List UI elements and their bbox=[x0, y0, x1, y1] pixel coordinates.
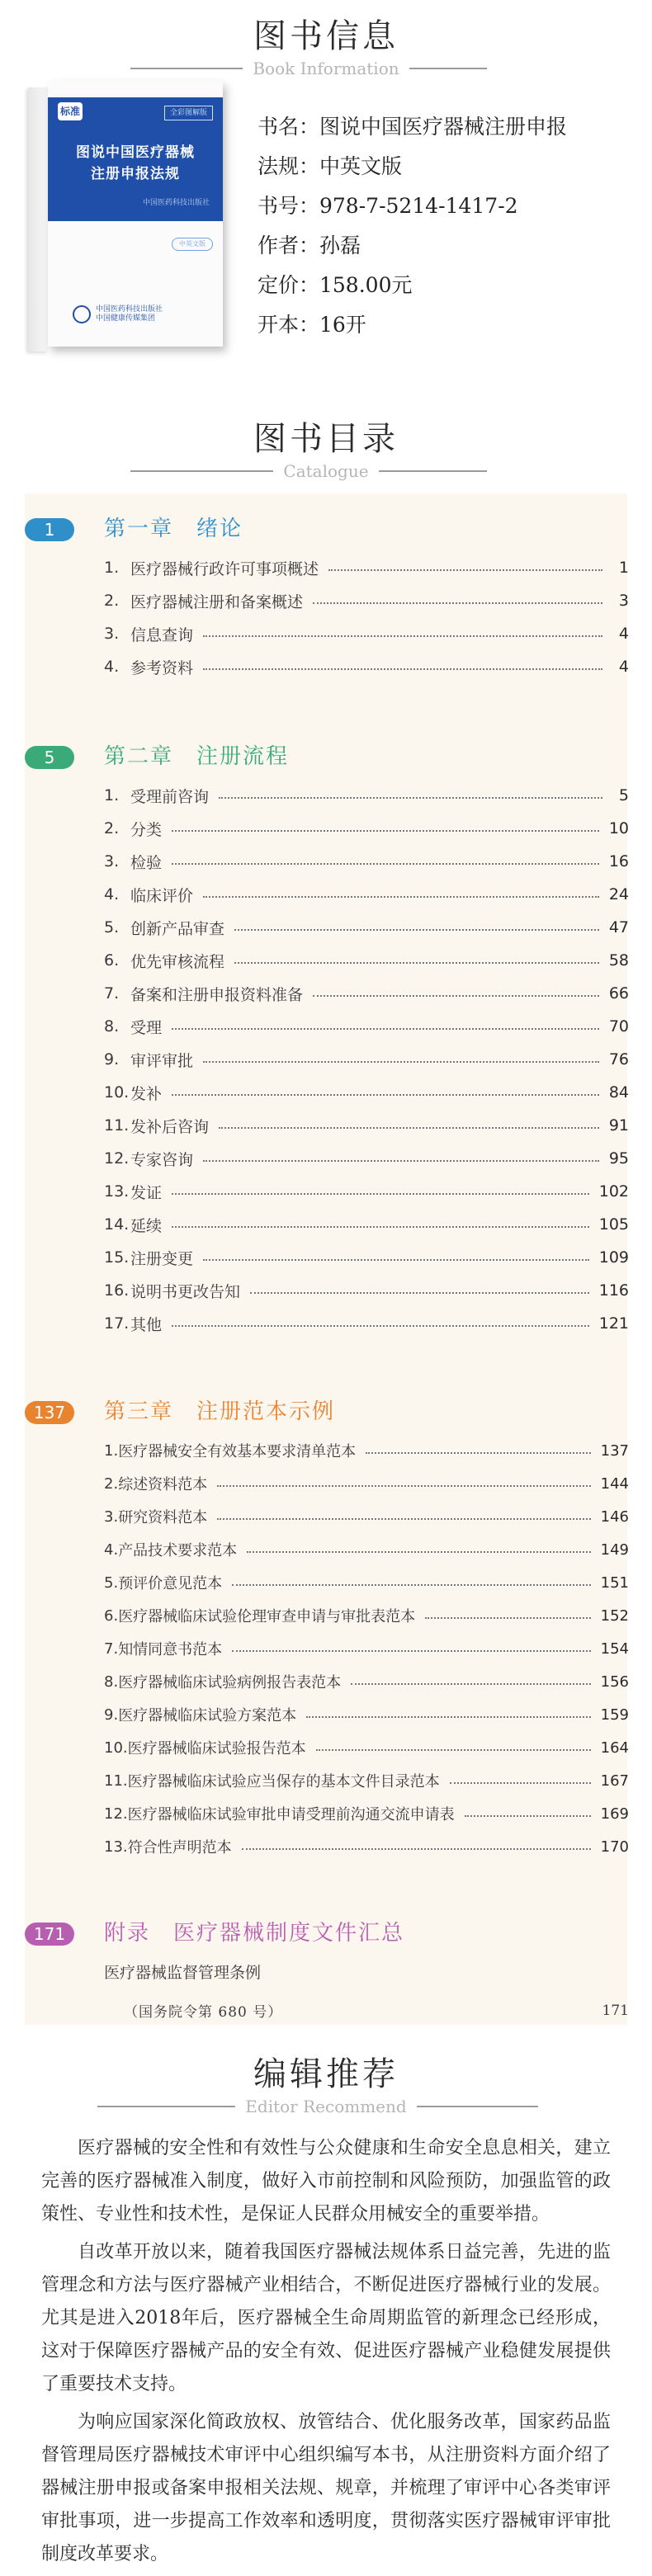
book-info-title: 书名：图说中国医疗器械注册申报 bbox=[257, 115, 568, 139]
toc-page: 10 bbox=[608, 819, 629, 837]
toc-page: 169 bbox=[600, 1805, 629, 1823]
toc-leader bbox=[172, 1094, 599, 1096]
toc-num: 12. bbox=[104, 1805, 128, 1823]
book-info-isbn: 书号：978-7-5214-1417-2 bbox=[257, 194, 518, 218]
toc-entry[interactable] bbox=[104, 617, 629, 650]
toc-text: 发补 bbox=[130, 1084, 163, 1103]
editor-paragraph: 医疗器械的安全性和有效性与公众健康和生命安全息息相关，建立完善的医疗器械准入制度，做好入市前控制和风险预防，加强监管的政策性、专业性和技术性，是保证人民群众用械安全的重要举措。 bbox=[41, 2138, 611, 2225]
toc-leader bbox=[242, 1848, 591, 1850]
toc-leader bbox=[366, 1452, 590, 1454]
toc-entry[interactable] bbox=[104, 911, 629, 944]
book-info-fields bbox=[257, 107, 567, 345]
cover-publisher-line2: 中国健康传媒集团 bbox=[96, 314, 156, 323]
toc-entry[interactable] bbox=[104, 1109, 629, 1142]
toc-leader bbox=[203, 1259, 589, 1261]
book-front bbox=[48, 81, 223, 347]
toc-leader bbox=[425, 1617, 590, 1619]
toc-page: 58 bbox=[608, 951, 629, 970]
toc-num: 6. bbox=[104, 951, 120, 970]
toc-num: 17. bbox=[104, 1314, 130, 1333]
toc-page: 84 bbox=[608, 1083, 629, 1102]
toc-num: 2. bbox=[104, 1474, 119, 1493]
toc-leader bbox=[313, 995, 599, 997]
toc-num: 10. bbox=[104, 1739, 128, 1757]
toc-num: 7. bbox=[104, 984, 120, 1003]
toc-leader bbox=[351, 1683, 590, 1685]
toc-page: 4 bbox=[618, 658, 629, 676]
toc-entry[interactable] bbox=[104, 1175, 629, 1208]
toc-num: 7. bbox=[104, 1639, 119, 1658]
toc-entry[interactable] bbox=[104, 779, 629, 812]
toc-entry[interactable] bbox=[104, 1500, 629, 1533]
toc-entry[interactable] bbox=[104, 878, 629, 911]
publisher-logo-icon bbox=[73, 305, 91, 323]
toc-text: 研究资料范本 bbox=[118, 1509, 208, 1526]
toc-num: 12. bbox=[104, 1149, 130, 1168]
toc-leader bbox=[250, 1292, 589, 1294]
toc-entry[interactable] bbox=[104, 1698, 629, 1731]
toc-page: 66 bbox=[608, 984, 629, 1003]
toc-page: 164 bbox=[600, 1739, 629, 1757]
toc-text: 信息查询 bbox=[130, 625, 194, 644]
toc-entry[interactable] bbox=[104, 1830, 629, 1863]
toc-leader bbox=[203, 668, 602, 670]
toc-entry[interactable] bbox=[104, 1797, 629, 1830]
toc-page: 105 bbox=[598, 1215, 629, 1234]
editor-heading-zh: 编辑推荐 bbox=[253, 2055, 399, 2093]
toc-leader bbox=[234, 929, 599, 931]
toc-text: 发补后咨询 bbox=[130, 1117, 210, 1136]
toc-text: 创新产品审查 bbox=[130, 919, 225, 938]
toc-text: 知情同意书范本 bbox=[118, 1641, 223, 1658]
toc-page: 144 bbox=[600, 1474, 629, 1493]
toc-entry[interactable] bbox=[104, 1467, 629, 1500]
cover-tag: 全彩图解版 bbox=[164, 106, 213, 120]
cover-publisher-line1: 中国医药科技出版社 bbox=[96, 305, 163, 314]
toc-num: 3. bbox=[104, 1507, 119, 1526]
toc-page: 4 bbox=[618, 625, 629, 643]
editor-heading-en: Editor Recommend bbox=[235, 2094, 416, 2119]
chapter-1-entries bbox=[104, 551, 629, 683]
toc-text: 分类 bbox=[130, 820, 163, 839]
toc-entry[interactable] bbox=[104, 1599, 629, 1632]
toc-text: 医疗器械行政许可事项概述 bbox=[130, 559, 319, 578]
toc-page: 116 bbox=[598, 1281, 629, 1300]
toc-text: 医疗器械临床试验报告范本 bbox=[127, 1740, 306, 1757]
toc-leader bbox=[316, 1749, 591, 1751]
toc-leader bbox=[203, 635, 602, 637]
toc-page: 95 bbox=[608, 1149, 629, 1168]
toc-leader bbox=[247, 1551, 590, 1553]
toc-entry[interactable] bbox=[104, 1208, 629, 1241]
toc-page: 24 bbox=[608, 885, 629, 903]
toc-leader bbox=[217, 1518, 590, 1520]
chapter-2-entries bbox=[104, 779, 629, 1340]
toc-num: 8. bbox=[104, 1673, 119, 1691]
toc-leader bbox=[172, 1325, 589, 1327]
toc-num: 1. bbox=[104, 1441, 119, 1460]
chapter-page-badge: 1 bbox=[25, 518, 74, 541]
toc-entry[interactable] bbox=[104, 1076, 629, 1109]
toc-num: 14. bbox=[104, 1215, 130, 1234]
toc-text: 专家咨询 bbox=[130, 1150, 194, 1169]
toc-text: 临床评价 bbox=[130, 886, 194, 905]
toc-leader bbox=[328, 569, 602, 571]
toc-text: 医疗器械安全有效基本要求清单范本 bbox=[118, 1443, 357, 1460]
toc-page: 152 bbox=[600, 1606, 629, 1625]
chapter-3-entries bbox=[104, 1434, 629, 1863]
toc-text: 发证 bbox=[130, 1183, 163, 1202]
toc-entry[interactable] bbox=[104, 1142, 629, 1175]
toc-leader bbox=[234, 962, 599, 964]
toc-num: 8. bbox=[104, 1017, 120, 1036]
toc-num: 5. bbox=[104, 918, 120, 937]
toc-page: 170 bbox=[600, 1838, 629, 1856]
toc-num: 11. bbox=[104, 1116, 130, 1135]
toc-page: 154 bbox=[600, 1639, 629, 1658]
toc-leader bbox=[313, 602, 602, 604]
toc-page: 1 bbox=[618, 559, 629, 577]
book-info-heading bbox=[0, 17, 652, 81]
toc-entry[interactable] bbox=[104, 1274, 629, 1307]
catalogue-heading-en: Catalogue bbox=[273, 459, 378, 484]
toc-leader bbox=[172, 1193, 589, 1195]
toc-num: 9. bbox=[104, 1050, 120, 1069]
toc-num: 2. bbox=[104, 819, 120, 837]
cover-publisher-small: 中国医药科技出版社 bbox=[142, 199, 210, 207]
cover-publisher bbox=[96, 305, 163, 323]
toc-text: 检验 bbox=[130, 853, 163, 872]
toc-page: 47 bbox=[608, 918, 629, 937]
toc-leader bbox=[465, 1815, 591, 1817]
toc-text: 受理 bbox=[130, 1018, 163, 1037]
book-spine bbox=[28, 87, 48, 351]
toc-num: 13. bbox=[104, 1182, 130, 1201]
toc-text: 产品技术要求范本 bbox=[118, 1542, 238, 1559]
toc-num: 2. bbox=[104, 592, 120, 610]
book-info-heading-zh: 图书信息 bbox=[253, 17, 399, 55]
toc-leader bbox=[450, 1782, 591, 1784]
book-info-format: 开本：16开 bbox=[257, 313, 366, 337]
cover-title-line2: 注册申报法规 bbox=[91, 166, 180, 182]
appendix-item-page: 171 bbox=[602, 2002, 629, 2019]
catalogue-heading-zh: 图书目录 bbox=[253, 420, 399, 458]
toc-leader bbox=[306, 1716, 590, 1718]
toc-entry[interactable] bbox=[104, 650, 629, 683]
toc-entry[interactable] bbox=[104, 551, 629, 584]
book-cover bbox=[28, 81, 223, 353]
toc-page: 70 bbox=[608, 1017, 629, 1036]
appendix-item[interactable] bbox=[124, 2000, 629, 2021]
toc-num: 15. bbox=[104, 1248, 130, 1267]
toc-num: 10. bbox=[104, 1083, 130, 1102]
book-info-price: 定价：158.00元 bbox=[257, 273, 413, 297]
toc-page: 146 bbox=[600, 1507, 629, 1526]
toc-leader bbox=[217, 1485, 590, 1487]
catalogue-heading bbox=[0, 419, 652, 484]
toc-page: 76 bbox=[608, 1050, 629, 1069]
book-info-heading-en: Book Information bbox=[243, 56, 409, 81]
toc-leader bbox=[172, 830, 599, 832]
toc-num: 1. bbox=[104, 559, 120, 577]
toc-entry[interactable] bbox=[104, 1665, 629, 1698]
chapter-title: 第三章 注册范本示例 bbox=[104, 1399, 336, 1424]
toc-num: 5. bbox=[104, 1573, 119, 1592]
toc-page: 121 bbox=[598, 1314, 629, 1333]
cover-badge: 标准 bbox=[58, 102, 83, 120]
toc-text: 医疗器械临床试验伦理审查申请与审批表范本 bbox=[118, 1608, 416, 1625]
toc-num: 11. bbox=[104, 1772, 128, 1790]
toc-page: 109 bbox=[598, 1248, 629, 1267]
toc-page: 167 bbox=[600, 1772, 629, 1790]
editor-heading bbox=[0, 2055, 652, 2119]
appendix-subtitle: 医疗器械监督管理条例 bbox=[104, 1964, 262, 1982]
toc-num: 3. bbox=[104, 852, 120, 870]
toc-entry[interactable] bbox=[104, 584, 629, 617]
appendix-title: 附录 医疗器械制度文件汇总 bbox=[104, 1921, 405, 1946]
toc-leader bbox=[172, 1028, 599, 1030]
toc-entry[interactable] bbox=[104, 977, 629, 1010]
toc-text: 医疗器械临床试验方案范本 bbox=[118, 1707, 297, 1724]
chapter-title: 第二章 注册流程 bbox=[104, 744, 290, 769]
toc-entry[interactable] bbox=[104, 1533, 629, 1566]
toc-entry[interactable] bbox=[104, 845, 629, 878]
toc-text: 受理前咨询 bbox=[130, 787, 210, 806]
toc-text: 延续 bbox=[130, 1216, 163, 1235]
toc-page: 5 bbox=[618, 786, 629, 804]
editor-recommend-text bbox=[41, 2132, 611, 2576]
toc-entry[interactable] bbox=[104, 812, 629, 845]
toc-text: 医疗器械临床试验病例报告表范本 bbox=[118, 1674, 342, 1691]
toc-num: 13. bbox=[104, 1838, 128, 1856]
toc-leader bbox=[203, 1061, 599, 1063]
toc-page: 159 bbox=[600, 1706, 629, 1724]
toc-text: 符合性声明范本 bbox=[127, 1839, 232, 1857]
chapter-page-badge: 137 bbox=[25, 1401, 74, 1424]
toc-entry[interactable] bbox=[104, 1010, 629, 1043]
toc-text: 综述资料范本 bbox=[118, 1476, 208, 1493]
toc-num: 6. bbox=[104, 1606, 119, 1625]
toc-text: 参考资料 bbox=[130, 658, 194, 677]
appendix-page-badge: 171 bbox=[25, 1923, 74, 1946]
toc-text: 审评审批 bbox=[130, 1051, 194, 1070]
toc-text: 优先审核流程 bbox=[130, 952, 225, 971]
toc-leader bbox=[203, 1160, 599, 1162]
toc-leader bbox=[219, 797, 602, 799]
toc-entry[interactable] bbox=[104, 1764, 629, 1797]
toc-num: 4. bbox=[104, 1540, 119, 1559]
toc-entry[interactable] bbox=[104, 1731, 629, 1764]
chapter-page-badge: 5 bbox=[25, 746, 74, 769]
toc-num: 3. bbox=[104, 625, 120, 643]
book-info-regulation: 法规：中英文版 bbox=[257, 154, 403, 178]
editor-paragraph: 为响应国家深化简政放权、放管结合、优化服务改革，国家药品监督管理局医疗器械技术审评中心组织编写本书，从注册资料方面介绍了器械注册申报或备案申报相关法规、规章，并梳理了审评中心各类审评审批事项，进一步提高工作效率和透明度，贯彻落实医疗器械审评审批制度改革要求。 bbox=[41, 2412, 611, 2564]
toc-leader bbox=[232, 1650, 590, 1652]
toc-text: 医疗器械注册和备案概述 bbox=[130, 592, 304, 611]
toc-entry[interactable] bbox=[104, 1434, 629, 1467]
toc-entry[interactable] bbox=[104, 1632, 629, 1665]
toc-page: 151 bbox=[600, 1573, 629, 1592]
book-info-author: 作者：孙磊 bbox=[257, 234, 361, 257]
chapter-title: 第一章 绪论 bbox=[104, 517, 243, 541]
toc-text: 医疗器械临床试验应当保存的基本文件目录范本 bbox=[127, 1773, 440, 1790]
toc-num: 4. bbox=[104, 885, 120, 903]
toc-text: 其他 bbox=[130, 1315, 163, 1334]
editor-paragraph: 自改革开放以来，随着我国医疗器械法规体系日益完善，先进的监管理念和方法与医疗器械产业相结合，不断促进医疗器械行业的发展。尤其是进入2018年后，医疗器械全生命周期监管的新理念已经形成，这对于保障医疗器械产品的安全有效、促进医疗器械产业稳健发展提供了重要技术支持。 bbox=[41, 2242, 611, 2394]
toc-text: 医疗器械临床试验审批申请受理前沟通交流申请表 bbox=[127, 1806, 455, 1823]
toc-num: 9. bbox=[104, 1706, 119, 1724]
toc-page: 91 bbox=[608, 1116, 629, 1135]
toc-leader bbox=[219, 1127, 599, 1129]
appendix-item-text: （国务院令第 680 号） bbox=[124, 2004, 283, 2021]
toc-num: 4. bbox=[104, 658, 120, 676]
toc-num: 16. bbox=[104, 1281, 130, 1300]
toc-page: 3 bbox=[618, 592, 629, 610]
cover-pill: 中英文版 bbox=[172, 238, 213, 251]
toc-leader bbox=[172, 1226, 589, 1228]
toc-entry[interactable] bbox=[104, 1566, 629, 1599]
toc-page: 102 bbox=[598, 1182, 629, 1201]
toc-entry[interactable] bbox=[104, 944, 629, 977]
toc-text: 预评价意见范本 bbox=[118, 1575, 223, 1592]
toc-text: 注册变更 bbox=[130, 1249, 194, 1268]
toc-num: 1. bbox=[104, 786, 120, 804]
toc-page: 156 bbox=[600, 1673, 629, 1691]
toc-page: 16 bbox=[608, 852, 629, 870]
toc-page: 137 bbox=[600, 1441, 629, 1460]
toc-text: 备案和注册申报资料准备 bbox=[130, 985, 304, 1004]
toc-text: 说明书更改告知 bbox=[130, 1282, 241, 1301]
toc-entry[interactable] bbox=[104, 1241, 629, 1274]
toc-leader bbox=[203, 896, 599, 898]
toc-entry[interactable] bbox=[104, 1043, 629, 1076]
toc-leader bbox=[172, 863, 599, 865]
toc-page: 149 bbox=[600, 1540, 629, 1559]
toc-leader bbox=[232, 1584, 590, 1586]
cover-title-line1: 图说中国医疗器械 bbox=[76, 144, 195, 161]
toc-entry[interactable] bbox=[104, 1307, 629, 1340]
